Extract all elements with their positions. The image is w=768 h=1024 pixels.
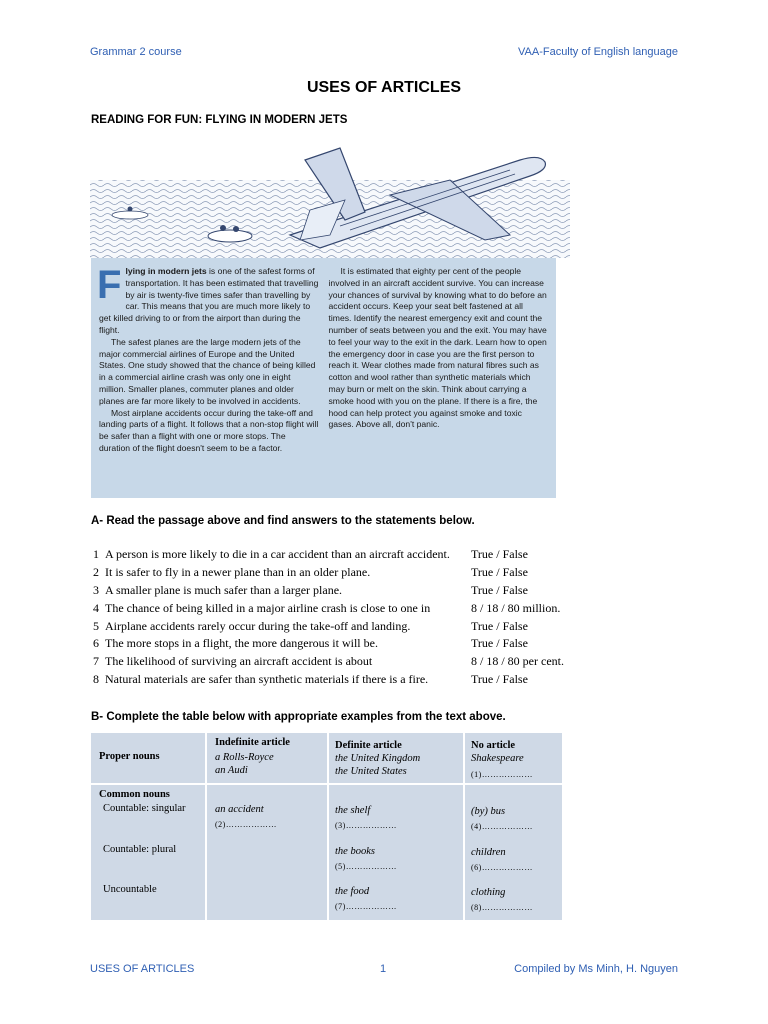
row-label-singular: Countable: singular (103, 803, 186, 814)
answer-choice[interactable]: True / False (471, 547, 528, 562)
statement-row: 6 The more stops in a flight, the more dangerous it will be. True / False (93, 635, 568, 653)
example-rolls-royce: a Rolls-Royce (215, 752, 274, 763)
passage-lead: lying in modern jets (125, 266, 207, 276)
answer-choice[interactable]: True / False (471, 671, 528, 686)
col-no-article: No article (471, 740, 516, 751)
reading-subtitle: READING FOR FUN: FLYING IN MODERN JETS (91, 114, 348, 126)
reading-passage (91, 258, 556, 498)
example-us: the United States (335, 766, 407, 777)
common-nouns-label: Common nouns (99, 789, 170, 800)
passage-column-right (329, 266, 549, 492)
passage-p1: is one of the safest forms of transportation. It has been estimated that travelling by air is twenty-five times safer than travelling by car. This means that you are much more likely to get killed driving to or from the airport than during the flight. (99, 266, 319, 335)
example-the-books: the books (335, 846, 375, 857)
footer-compiler: Compiled by Ms Minh, H. Nguyen (514, 963, 678, 975)
example-by-bus: (by) bus (471, 806, 506, 817)
blank-1[interactable]: (1)……………… (471, 770, 533, 779)
answer-choice[interactable]: 8 / 18 / 80 million. (471, 600, 561, 615)
example-shakespeare: Shakespeare (471, 753, 524, 764)
answer-choice[interactable]: True / False (471, 618, 528, 633)
statements-list (93, 546, 568, 688)
plane-illustration (90, 140, 570, 258)
articles-table (91, 733, 562, 920)
page-title: USES OF ARTICLES (306, 79, 462, 96)
example-children: children (471, 847, 506, 858)
statement-row: 5 Airplane accidents rarely occur during the take-off and landing. True / False (93, 617, 568, 635)
statement-row: 8 Natural materials are safer than synthetic materials if there is a fire. True / False (93, 671, 568, 689)
blank-6[interactable]: (6)……………… (471, 863, 533, 872)
statement-row: 7 The likelihood of surviving an aircraft accident is about 8 / 18 / 80 per cent. (93, 653, 568, 671)
col-definite: Definite article (335, 740, 402, 751)
blank-8[interactable]: (8)……………… (471, 903, 533, 912)
footer-title: USES OF ARTICLES (90, 963, 195, 975)
blank-3[interactable]: (3)……………… (335, 821, 397, 830)
header-course: Grammar 2 course (90, 46, 182, 58)
example-audi: an Audi (215, 765, 248, 776)
header-faculty: VAA-Faculty of English language (518, 46, 678, 58)
statement-row: 3 A smaller plane is much safer than a larger plane. True / False (93, 582, 568, 600)
proper-nouns-label: Proper nouns (99, 751, 160, 762)
example-the-shelf: the shelf (335, 805, 371, 816)
row-label-uncountable: Uncountable (103, 884, 157, 895)
passage-column-left (97, 263, 319, 492)
blank-5[interactable]: (5)……………… (335, 862, 397, 871)
passage-p4: It is estimated that eighty per cent of the people involved in an aircraft accident survive. You can increase your chances of survival by knowing what to do before an accident occurs. Keep your seat belt fastened at all times. Identify the nearest emergency exit and count the number of seats between you and the exit. You may have to feel your way to the exit in the dark. Learn how to open the emergency door in case you are the first person to reach it. Wear clothes made from natural fibres such as cotton and wool rather than synthetic materials which may burn or melt on the skin. Think about carrying a smoke hood with you on the plane. If there is a fire, the hood can help protect you against smoke and toxic gases. Above all, don't panic. (328, 266, 547, 430)
page-number: 1 (380, 963, 387, 975)
statement-row: 1 A person is more likely to die in a car accident than an aircraft accident. True / False (93, 546, 568, 564)
passage-p3: Most airplane accidents occur during the take-off and landing parts of a flight. It follows that a non-stop flight will be safer than a flight with one or more stops. The duration of the flight doesn't seem to be a factor. (99, 407, 319, 453)
row-label-plural: Countable: plural (103, 844, 177, 855)
passage-p2: The safest planes are the large modern jets of the major commercial airlines of Europe and the United States. One study showed that the chance of being killed in a commercial airline crash was only one in eight million. Smaller planes, commuter planes and older planes are far more likely to be involved in accidents. (99, 336, 316, 406)
example-an-accident: an accident (215, 804, 264, 815)
drop-cap: F (97, 263, 122, 307)
example-clothing: clothing (471, 887, 506, 898)
blank-4[interactable]: (4)……………… (471, 822, 533, 831)
statement-row: 2 It is safer to fly in a newer plane than in an older plane. True / False (93, 564, 568, 582)
answer-choice[interactable]: 8 / 18 / 80 per cent. (471, 654, 564, 669)
col-indefinite: Indefinite article (215, 737, 290, 748)
statement-row: 4 The chance of being killed in a major airline crash is close to one in 8 / 18 / 80 million. (93, 599, 568, 617)
example-uk: the United Kingdom (335, 753, 421, 764)
answer-choice[interactable]: True / False (471, 582, 528, 597)
blank-2[interactable]: (2)……………… (215, 820, 277, 829)
section-a-heading: A- Read the passage above and find answers to the statements below. (91, 515, 475, 527)
answer-choice[interactable]: True / False (471, 565, 528, 580)
example-the-food: the food (335, 886, 370, 897)
blank-7[interactable]: (7)……………… (335, 902, 397, 911)
section-b-heading: B- Complete the table below with appropriate examples from the text above. (91, 711, 506, 723)
answer-choice[interactable]: True / False (471, 636, 528, 651)
